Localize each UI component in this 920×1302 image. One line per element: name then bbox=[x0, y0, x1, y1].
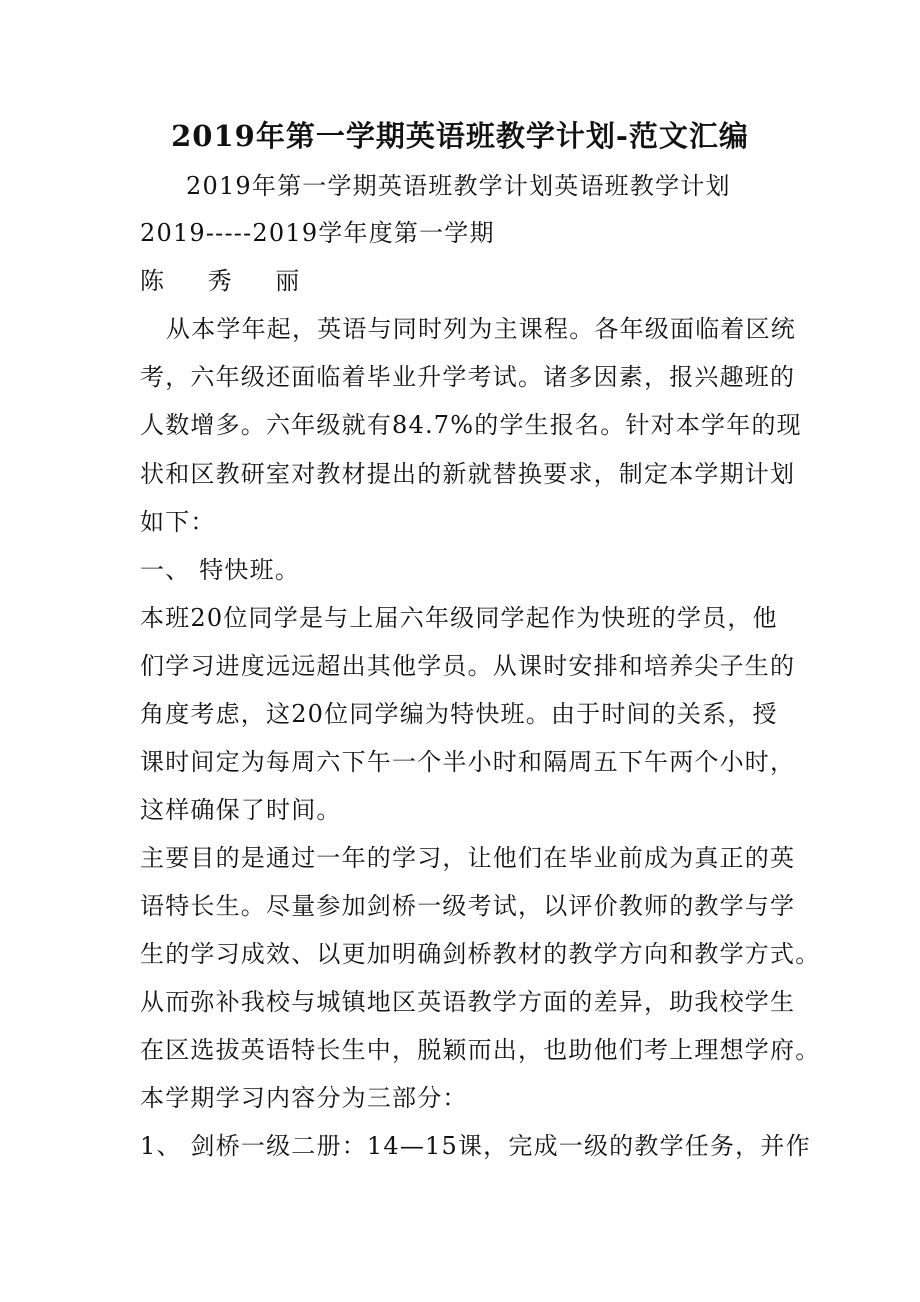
body-line: 角度考虑，这20位同学编为特快班。由于时间的关系，授 bbox=[140, 700, 778, 728]
author-line: 陈 秀 丽 bbox=[140, 267, 318, 295]
body-line: 从而弥补我校与城镇地区英语教学方面的差异，助我校学生 bbox=[140, 988, 796, 1016]
body-line: 课时间定为每周六下午一个半小时和隔周五下午两个小时， bbox=[140, 748, 796, 776]
document-subtitle: 2019年第一学期英语班教学计划英语班教学计划 bbox=[186, 172, 731, 200]
body-line: 本学期学习内容分为三部分： bbox=[140, 1084, 468, 1112]
school-year-line: 2019-----2019学年度第一学期 bbox=[140, 219, 495, 247]
body-line: 状和区教研室对教材提出的新就替换要求，制定本学期计划 bbox=[140, 460, 796, 488]
body-line: 在区选拔英语特长生中，脱颖而出，也助他们考上理想学府。 bbox=[140, 1036, 821, 1064]
list-item: 1、 剑桥一级二册：14—15课，完成一级的教学任务，并作 bbox=[140, 1132, 811, 1160]
body-line: 本班20位同学是与上届六年级同学起作为快班的学员，他 bbox=[140, 604, 778, 632]
body-line: 生的学习成效、以更加明确剑桥教材的教学方向和教学方式。 bbox=[140, 940, 821, 968]
body-line: 从本学年起，英语与同时列为主课程。各年级面临着区统 bbox=[166, 315, 796, 343]
body-line: 们学习进度远远超出其他学员。从课时安排和培养尖子生的 bbox=[140, 652, 796, 680]
body-line: 人数增多。六年级就有84.7%的学生报名。针对本学年的现 bbox=[140, 411, 802, 439]
body-line: 语特长生。尽量参加剑桥一级考试，以评价教师的教学与学 bbox=[140, 892, 796, 920]
document-title: 2019年第一学期英语班教学计划-范文汇编 bbox=[171, 119, 749, 153]
body-line: 如下： bbox=[140, 508, 216, 536]
body-line: 考，六年级还面临着毕业升学考试。诸多因素，报兴趣班的 bbox=[140, 363, 796, 391]
section-heading: 一、 特快班。 bbox=[140, 556, 301, 584]
body-line: 主要目的是通过一年的学习，让他们在毕业前成为真正的英 bbox=[140, 844, 796, 872]
body-line: 这样确保了时间。 bbox=[140, 796, 342, 824]
